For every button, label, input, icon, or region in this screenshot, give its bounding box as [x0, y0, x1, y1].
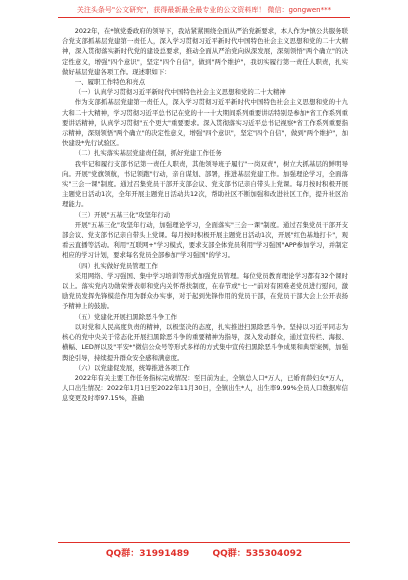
body-paragraph-1: 作为支部抓基层党建第一责任人，深入学习贯彻习近平新时代中国特色社会主义思想和党的十九大和二十大精神，学习贯彻习近平总书记在党的十一十大期间系列重要讲话特别是参加*省工作系列重要讲话精神，认真学习贯彻"五个更大"重要要求。深入贯彻落实习近平总书记视察*省工作系列重要指示精神，深刻领悟"两个确立"的决定性意义，增强"四个意识"，坚定"四个自信"，做到"两个维护"，加快建设*先行试验区。: [62, 98, 348, 148]
subsection-heading-5: （五）党建化开展扫黑除恶斗争工作: [74, 312, 178, 321]
banner-divider: [58, 17, 350, 18]
document-body: [62, 26, 348, 404]
qq-group-1: QQ群：31991489: [105, 549, 190, 559]
subsection-heading-3: （三）开展"五基三化"攻坚年行动: [74, 210, 171, 219]
body-paragraph-4: 采用网络、学习强国、集中学习培训等形式加强党员管理。每位党员教育理论学习都有32个课时以上。落实党内功勋荣誉表彰和党内关怀帮扶制度，在春节或"七一"前对有困难老党员进行慰问，激励党员发挥先锋模范作用为群众办实事，对于起到先锋作用的党员干部，在党员干部大会上公开表扬予精神上的鼓励。: [62, 271, 348, 311]
subsection-heading-6: （六）以党建促发展，统筹推进各项工作: [74, 363, 190, 372]
intro-paragraph: 2022年，在*镇党委政府的领导下，我站紧紧围绕全面从严治党新要求，本人作为*镇公共服务联合党支部抓基层党建第一责任人，深入学习贯彻习近平新时代中国特色社会主义思想和党的二十大精神，深入贯彻落实新时代党的建设总要求，推动全面从严治党向纵深发展，深刻领悟"两个确立"的决定性意义，增强"四个意识"，坚定"四个自信"，做到"两个维护"，我切实履行第一责任人职责，扎实做好基层党建各项工作。现述职如下：: [62, 27, 348, 76]
subsection-heading-2: （二）扎实落实基层党建责任制，抓好党建工作任务: [74, 149, 222, 158]
body-paragraph-3: 开展"五基三化"攻坚年行动，加强理论学习，全面落实"三会一课"制度。通过召集党员干部开支部会议、党支部书记亲自带头上党课。每月按时积极开展主题党日活动1次，开展"红色基地打卡"，观看云直播等活动。利用"互联网+"学习模式，要求支部全体党员利用"学习强国"APP参加学习，并制定相应的学习计划，要求每名党员全部参加"学习强国"的学习。: [62, 220, 348, 260]
body-paragraph-5: 以对党和人民高度负责的精神，以极坚决的态度，扎实推进扫黑除恶斗争。坚持以习近平同志为核心的党中央关于常态化开展扫黑除恶斗争的重要精神为指导，深入发动群众，通过宣传栏、海报、横幅、LED屏以及"平安*"微信公众号等形式多样的方式集中宣传扫黑除恶斗争成果和典型案例，加强舆论引导，持续提升群众安全感和满意度。: [62, 322, 348, 362]
qq-group-2: QQ群：535304092: [212, 549, 303, 559]
body-paragraph-6: 2022年有关主要工作任务指标完成情况：至目前为止，全镇总人口*万人，已婚育龄妇女*万人，人口出生情况：2022年1月1日至2022年11月30日，全镇出生*人，出生率9.99%全员人口数据库信息变更及时率97.15%，准确: [62, 373, 348, 403]
footer-divider: [58, 542, 350, 543]
section-heading-1: 一、履职工作特色和亮点: [74, 78, 146, 87]
subsection-heading-4: （四）扎实做好党员管理工作: [74, 261, 158, 270]
body-paragraph-2: 我牢记和履行支部书记第一责任人职责，其他领导班子履行"一岗双责"，树立大抓基层的鲜明导向。开展"党旗领航，书记领跑"行动，亲自谋划、部署，推进基层党建工作。加强理论学习，全面落实"三会一课"制度。通过召集党员干部开支部会议、党支部书记亲自带头上党课。每月按时积极开展主题党日活动1次，全年开展主题党日活动共12次，帮助社区不断加强和改进社区工作，提升社区治理能力。: [62, 159, 348, 209]
top-banner: 关注头条号"公文研究"，获得最新最全最专业的公文资料库！ 微信：gongwen***: [76, 6, 332, 14]
subsection-heading-1: （一）认真学习贯彻习近平新时代中国特色社会主义思想和党的二十大精神: [74, 88, 286, 97]
footer-contacts: [60, 548, 348, 560]
